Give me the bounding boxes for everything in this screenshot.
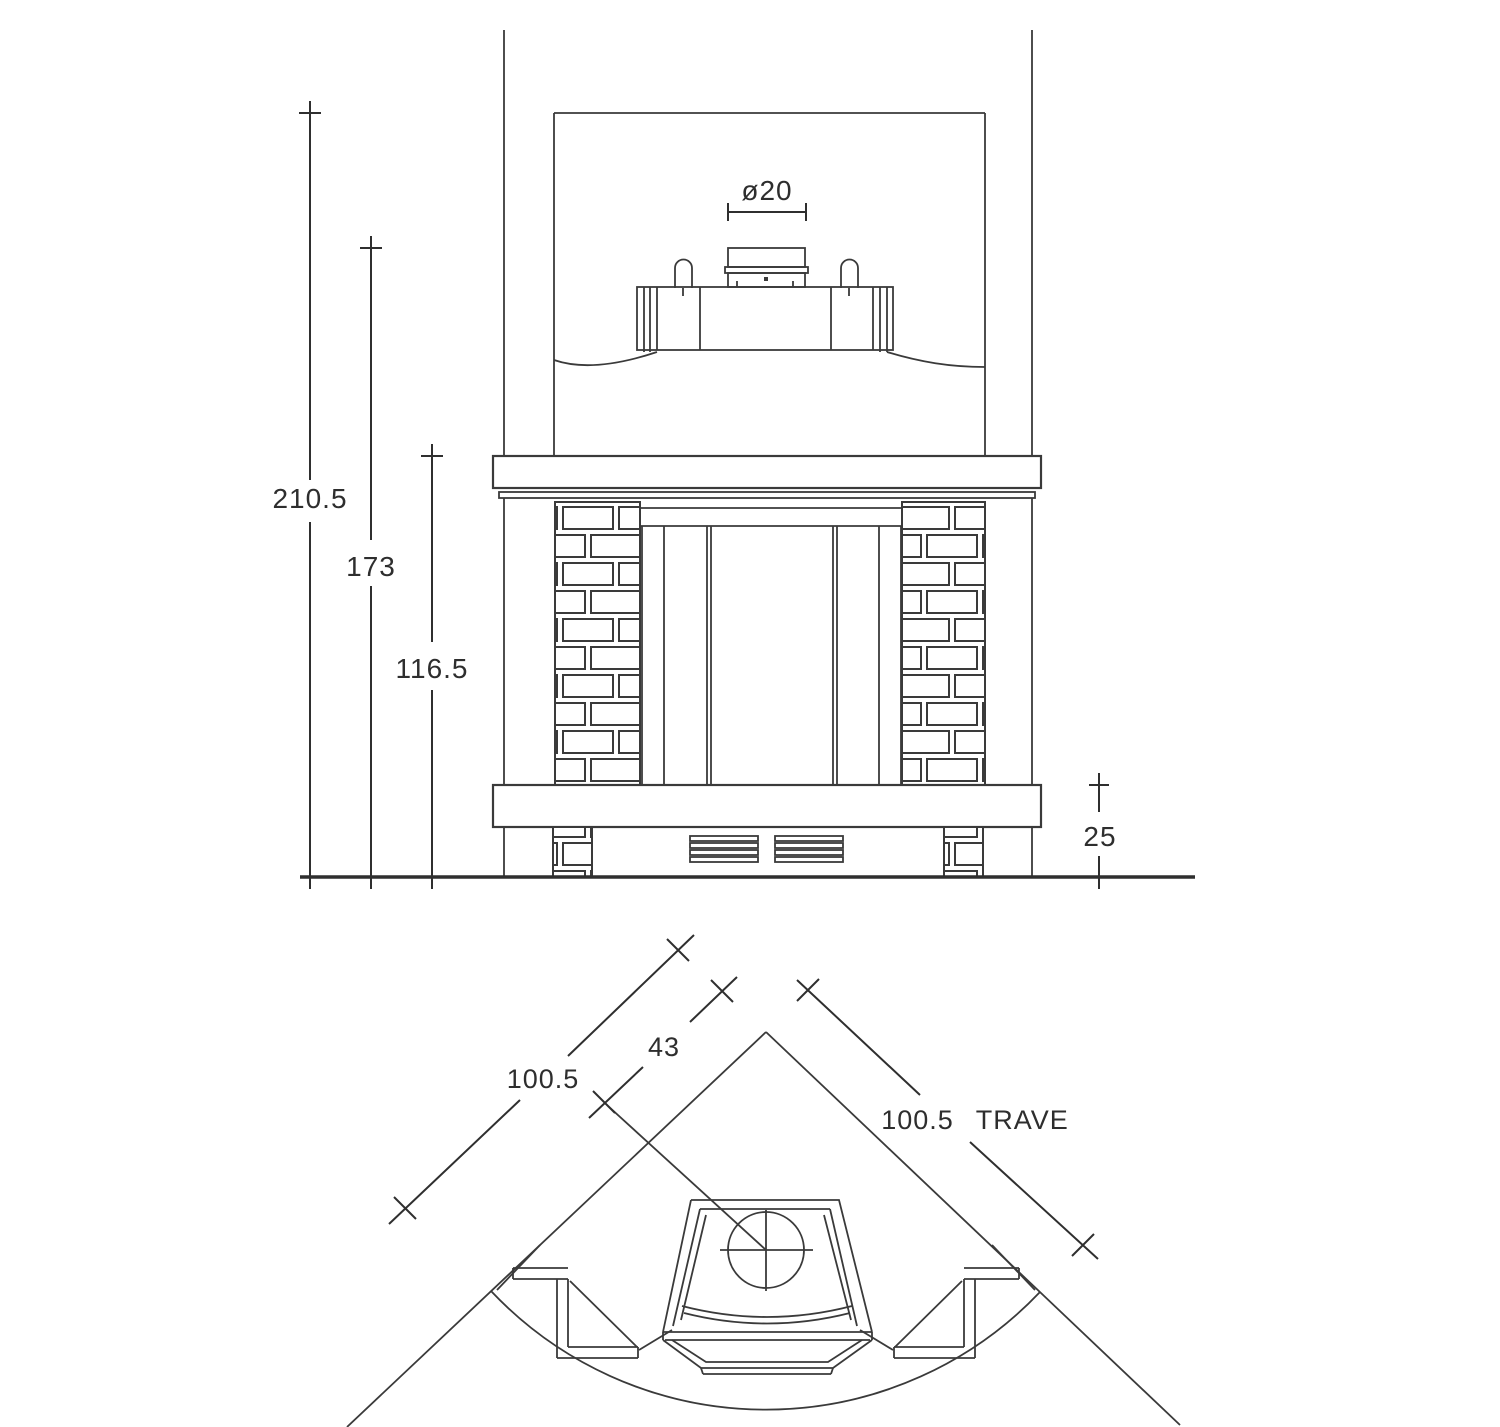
dimension-mantel-height — [396, 444, 469, 889]
mantel-height-label: 116.5 — [395, 653, 469, 684]
dimension-hearth-height — [1083, 773, 1116, 889]
side-bench-left — [513, 1268, 672, 1358]
insert-top-slab — [637, 281, 893, 352]
dimension-total-height — [272, 101, 347, 889]
insert-plan — [663, 1200, 872, 1340]
firebox-lintel — [640, 508, 902, 526]
flue-top-height-label: 173 — [346, 551, 396, 582]
dimension-right-side-trave — [797, 979, 1098, 1259]
vent-grille-left — [690, 836, 758, 862]
side-bench-right — [860, 1268, 1019, 1358]
insert-front-frame — [642, 526, 901, 785]
base-piers — [553, 827, 983, 877]
brick-columns — [555, 502, 985, 785]
hearth-beam — [493, 785, 1041, 827]
dimension-left-side — [389, 935, 694, 1224]
air-vent-grilles — [690, 836, 843, 862]
right-side-trave-label: 100.5 TRAVE — [881, 1105, 1069, 1135]
flue-diameter-label: ø20 — [741, 175, 793, 206]
mantel-beam — [493, 456, 1041, 498]
flue-diameter-dimension — [728, 175, 806, 221]
insert-front-step — [663, 1340, 872, 1374]
total-height-label: 210.5 — [272, 483, 348, 514]
hearth-height-label: 25 — [1083, 821, 1117, 852]
flue-offset-label: 43 — [647, 1032, 681, 1062]
front-elevation-view — [272, 30, 1195, 889]
break-wavy-line — [554, 352, 985, 367]
dimension-flue-top-height — [346, 236, 396, 889]
recess-box — [554, 113, 985, 456]
flue-circle — [608, 1106, 813, 1291]
left-side-label: 100.5 — [506, 1064, 580, 1094]
vent-grille-right — [775, 836, 843, 862]
dimension-flue-offset — [589, 977, 737, 1118]
hearth-arc — [491, 1291, 1040, 1410]
plan-view — [347, 935, 1180, 1427]
